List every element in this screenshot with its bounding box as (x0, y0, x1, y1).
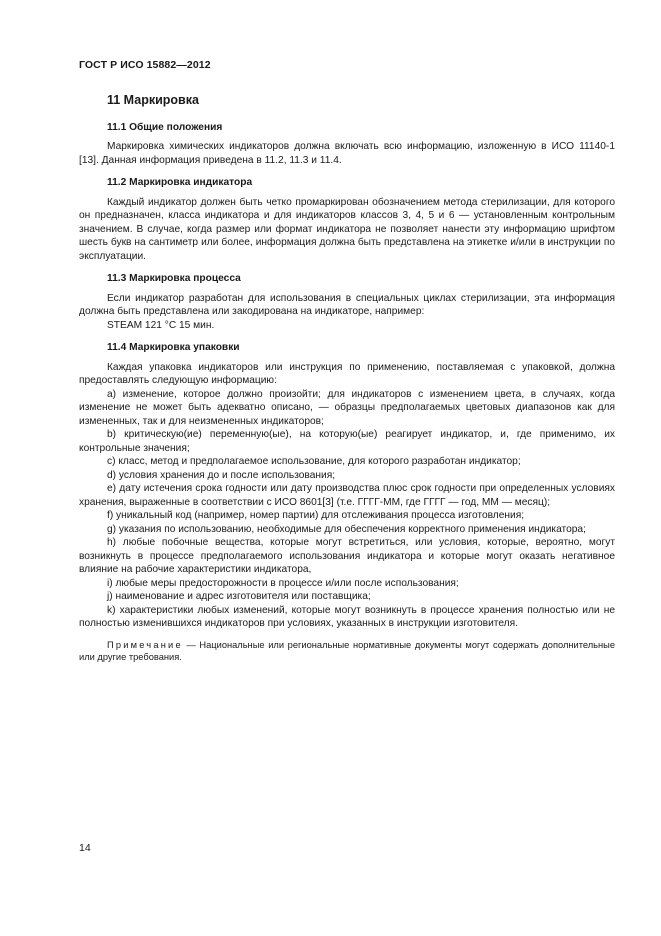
subsection-11-3 (79, 272, 615, 332)
subsection-title: 11.3 Маркировка процесса (107, 273, 241, 284)
note-text: — Национальные или региональные нормативные документы могут содержать дополнительные или другие требования. (79, 639, 615, 662)
paragraph: Каждый индикатор должен быть четко промаркирован обозначением метода стерилизации, для которого он предназначен, класса индикатора и для индикаторов классов 3, 4, 5 и 6 — установленным контрольным значением. В случае, когда размер или формат индикатора не позволяет нанести эту информацию шрифтом шесть букв на сантиметр или более, информация должна быть представлена на этикетке и/или в инструкции по эксплуатации. (79, 196, 615, 262)
subsection-title: 11.4 Маркировка упаковки (107, 342, 240, 353)
example-line: STEAM 121 °C 15 мин. (107, 319, 215, 331)
list-item: h) любые побочные вещества, которые могут встретиться, или условия, которые, вероятно, могут возникнуть в процессе предполагаемого использования индикатора и которые могут оказать негативное влияние на рабочие характеристики индикатора, (79, 537, 615, 575)
page-number: 14 (79, 842, 91, 854)
list-item: c) класс, метод и предполагаемое использование, для которого разработан индикатор; (107, 456, 521, 467)
paragraph: Если индикатор разработан для использования в специальных циклах стерилизации, эта информация должна быть представлена или закодирована на индикаторе, например: (79, 292, 615, 317)
subsection-title: 11.2 Маркировка индикатора (107, 177, 253, 188)
subsection-11-1 (79, 121, 615, 168)
section-title: 11 Маркировка (107, 93, 199, 107)
note-label: Примечание (107, 639, 183, 650)
note (79, 639, 615, 664)
list-item: j) наименование и адрес изготовителя или поставщика; (107, 591, 371, 602)
list-item: d) условия хранения до и после использования; (107, 469, 336, 481)
list-item: b) критическую(ие) переменную(ые), на которую(ые) реагирует индикатор, и, где применимо, их контрольные значения; (79, 429, 615, 454)
list-item: i) любые меры предосторожности в процессе и/или после использования; (107, 577, 459, 589)
subsection-11-4 (79, 341, 615, 664)
list-item: f) уникальный код (например, номер партии) для отслеживания процесса изготовления; (107, 510, 525, 521)
subsection-title: 11.1 Общие положения (107, 121, 223, 133)
list-item: a) изменение, которое должно произойти; для индикаторов с изменением цвета, в случаях, когда изменение не может быть адекватно описано, — образцы предполагаемых цветовых диапазонов как для измененных, так и для неизмененных индикаторов; (79, 388, 615, 427)
list-item: g) указания по использованию, необходимые для обеспечения корректного применения индикатора; (107, 523, 586, 535)
standard-header: ГОСТ Р ИСО 15882—2012 (79, 59, 211, 71)
list-item: k) характеристики любых изменений, которые могут возникнуть в процессе хранения полностью или не полностью изменившихся индикаторов при условиях, указанных в инструкции изготовителя. (79, 604, 615, 629)
paragraph: Маркировка химических индикаторов должна включать всю информацию, изложенную в ИСО 11140-1 [13]. Данная информация приведена в 11.2, 11.3 и 11.4. (79, 141, 615, 166)
paragraph: Каждая упаковка индикаторов или инструкция по применению, поставляемая с упаковкой, должна предоставлять следующую информацию: (79, 361, 615, 386)
subsection-11-2 (79, 176, 615, 263)
list-item: e) дату истечения срока годности или дату производства плюс срок годности при определенных условиях хранения, выраженные в соответствии с ИСО 8601[3] (т.е. ГГГГ-ММ, где ГГГГ — год, ММ — месяц); (79, 483, 615, 508)
page-content (79, 90, 615, 673)
